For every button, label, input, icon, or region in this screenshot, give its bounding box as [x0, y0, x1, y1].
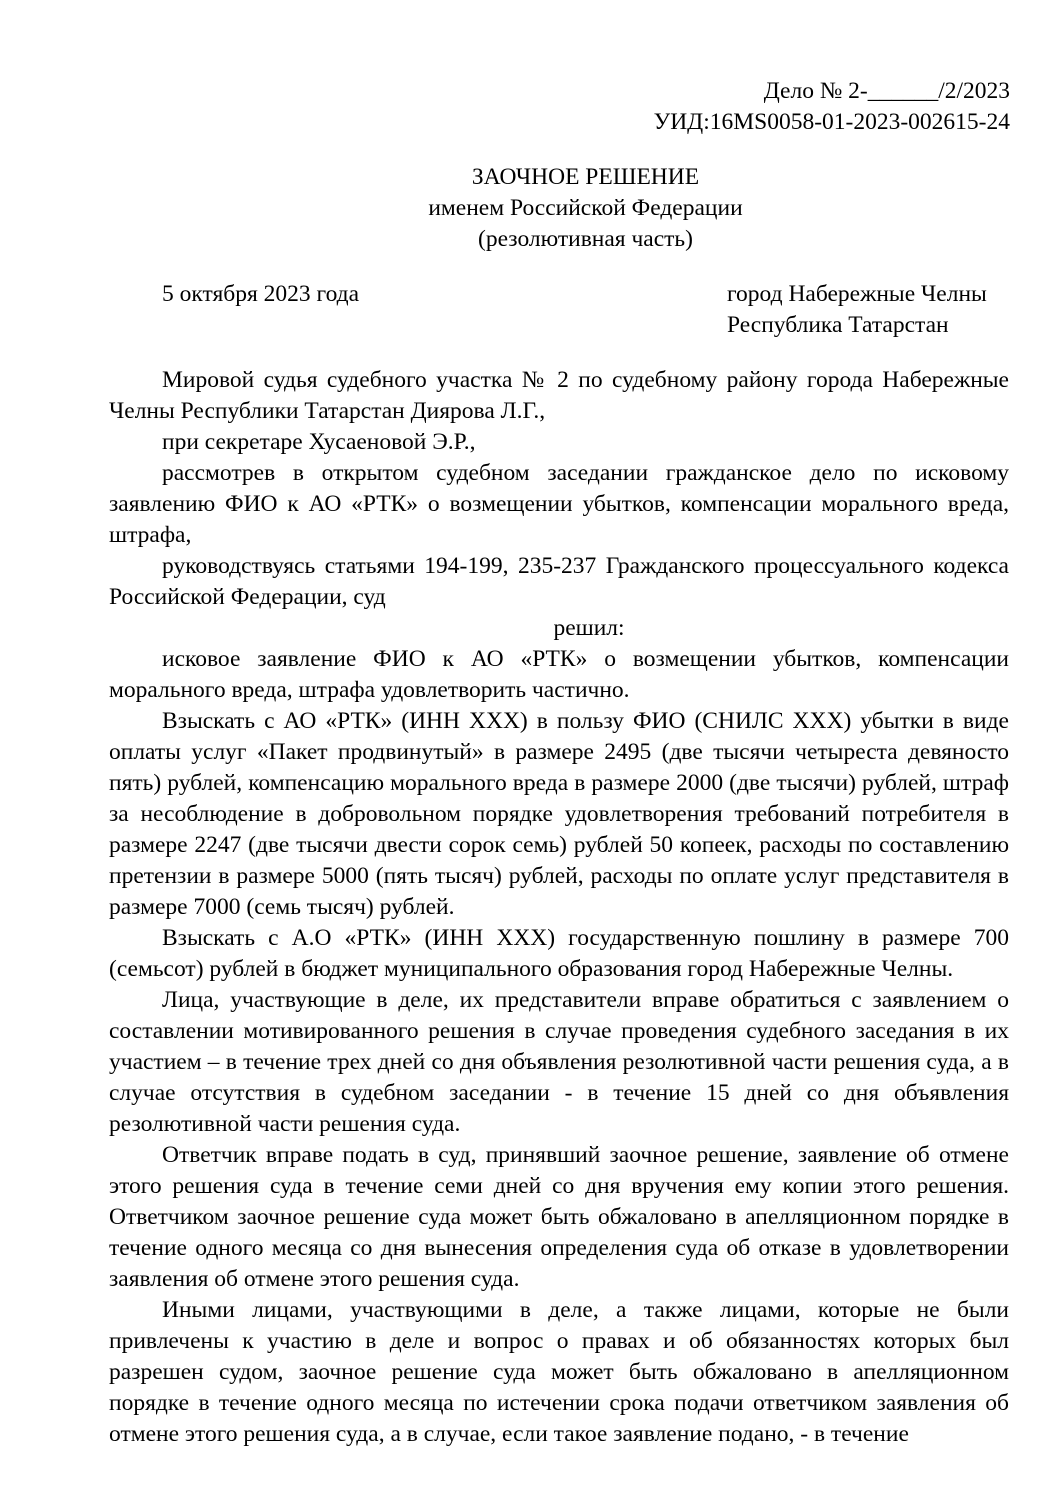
paragraph-secretary: при секретаре Хусаеновой Э.Р., — [162, 429, 476, 455]
decision-date: 5 октября 2023 года — [162, 281, 360, 307]
place-region: Республика Татарстан — [727, 312, 949, 338]
case-number: Дело № 2-______/2/2023 — [763, 78, 1010, 104]
paragraph-motivated: Лица, участвующие в деле, их представители вправе обратиться с заявлением о составлении мотивированного решения в случае проведения судебного заседания в их участием – в течение трех дней со дня объявления резолютивной части решения суда, а в случае отсутствия в судебном заседании - в течение 15 дней со дня объявления резолютивной части решения суда. — [109, 987, 1009, 1137]
title-note: (резолютивная часть) — [478, 226, 693, 252]
case-uid: УИД:16MS0058-01-2023-002615-24 — [653, 109, 1010, 135]
document-body — [109, 365, 1009, 1450]
paragraph-claim: исковое заявление ФИО к АО «РТК» о возмещении убытков, компенсации морального вреда, штрафа удовлетворить частично. — [109, 646, 1009, 703]
place-city: город Набережные Челны — [727, 281, 987, 307]
paragraph-defendant: Ответчик вправе подать в суд, принявший заочное решение, заявление об отмене этого решения суда в течение семи дней со дня вручения ему копии этого решения. Ответчиком заочное решение суда может быть обжаловано в апелляционном порядке в течение одного месяца со дня вынесения определения суда об отказе в удовлетворении заявления об отмене этого решения суда. — [109, 1142, 1009, 1292]
paragraph-decided: решил: — [553, 615, 625, 641]
case-header — [654, 76, 1010, 138]
document-title — [0, 162, 1061, 255]
paragraph-recover: Взыскать с АО «РТК» (ИНН XXX) в пользу ФИО (СНИЛС XXX) убытки в виде оплаты услуг «Пакет продвинутый» в размере 2495 (две тысячи четыреста девяносто пять) рублей, компенсацию морального вреда в размере 2000 (две тысячи) рублей, штраф за несоблюдение в добровольном порядке удовлетворения требований потребителя в размере 2247 (две тысячи двести сорок семь) рублей 50 копеек, расходы по составлению претензии в размере 5000 (пять тысяч) рублей, расходы по оплате услуг представителя в размере 7000 (семь тысяч) рублей. — [109, 708, 1009, 920]
title-subtitle: именем Российской Федерации — [428, 195, 743, 221]
paragraph-considered: рассмотрев в открытом судебном заседании гражданское дело по исковому заявлению ФИО к АО «РТК» о возмещении убытков, компенсации морального вреда, штрафа, — [109, 460, 1009, 548]
paragraph-judge: Мировой судья судебного участка № 2 по судебному району города Набережные Челны Республики Татарстан Диярова Л.Г., — [109, 367, 1009, 424]
paragraph-duty: Взыскать с А.О «РТК» (ИНН XXX) государственную пошлину в размере 700 (семьсот) рублей в бюджет муниципального образования город Набережные Челны. — [109, 925, 1009, 982]
paragraph-others: Иными лицами, участвующими в деле, а также лицами, которые не были привлечены к участию в деле и вопрос о правах и об обязанностях которых был разрешен судом, заочное решение суда может быть обжаловано в апелляционном порядке в течение одного месяца по истечении срока подачи ответчиком заявления об отмене этого решения суда, а в случае, если такое заявление подано, - в течение — [109, 1297, 1009, 1447]
title-main: ЗАОЧНОЕ РЕШЕНИЕ — [471, 164, 700, 190]
paragraph-guided: руководствуясь статьями 194-199, 235-237 Гражданского процессуального кодекса Российской Федерации, суд — [109, 553, 1009, 610]
decision-place — [727, 279, 987, 341]
